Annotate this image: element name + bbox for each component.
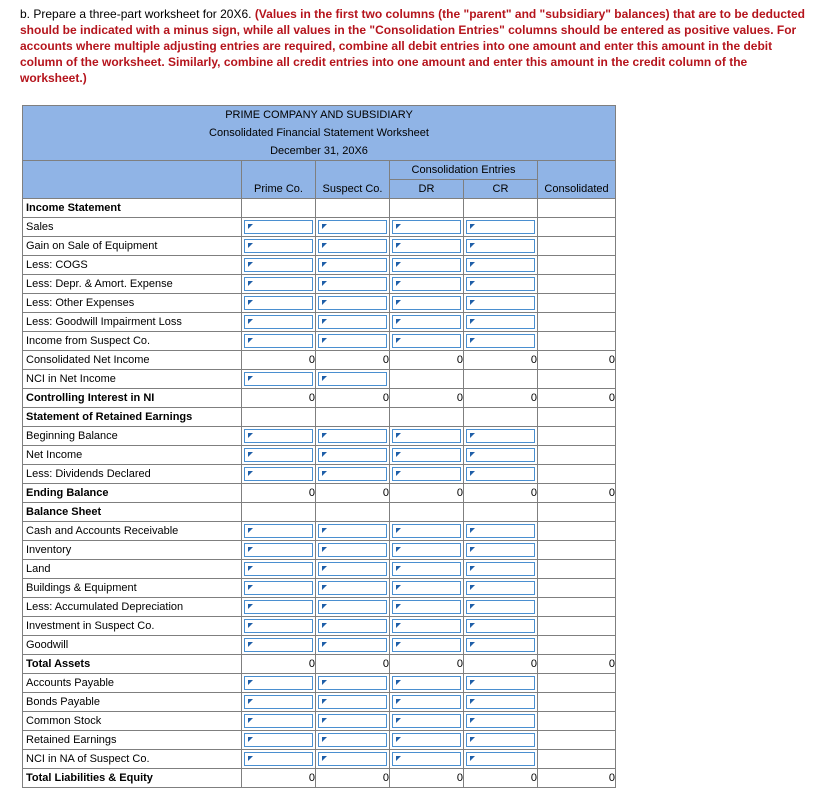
table-row [23,389,616,408]
row-label: NCI in NA of Suspect Co. [23,750,242,769]
amount-input[interactable] [316,256,390,275]
amount-input[interactable] [316,579,390,598]
amount-input[interactable] [464,427,538,446]
total-cell: 0 [316,351,390,370]
input-marker-icon [322,547,327,552]
total-cell: 0 [242,769,316,788]
amount-input[interactable] [464,313,538,332]
row-label: Controlling Interest in NI [23,389,242,408]
input-marker-icon [396,243,401,248]
row-label: Inventory [23,541,242,560]
instructions-note: (Values in the first two columns (the "parent" and "subsidiary" balances) that are to be deducted should be indicated with a minus sign, while all values in the "Consolidation Entries" columns should be entered as positive values. For accounts where multiple adjusting entries are required, combine all debit entries into one amount and enter this amount in the debit column of the worksheet. Similarly, combine all credit entries into one amount and enter this amount in the credit column of the worksheet.) [20,7,806,85]
amount-input[interactable] [464,541,538,560]
input-marker-icon [322,471,327,476]
amount-input[interactable] [464,522,538,541]
table-row [23,636,616,655]
total-cell: 0 [538,351,616,370]
amount-input[interactable] [242,370,316,389]
table-row [23,218,616,237]
amount-input[interactable] [242,598,316,617]
input-marker-icon [470,699,475,704]
input-marker-icon [470,718,475,723]
input-marker-icon [396,528,401,533]
input-marker-icon [322,262,327,267]
amount-input[interactable] [390,712,464,731]
amount-input[interactable] [316,294,390,313]
amount-input[interactable] [242,446,316,465]
row-label: Investment in Suspect Co. [23,617,242,636]
amount-input[interactable] [242,636,316,655]
total-cell: 0 [242,655,316,674]
input-marker-icon [322,376,327,381]
row-label: Less: Other Expenses [23,294,242,313]
input-marker-icon [248,680,253,685]
input-marker-icon [248,528,253,533]
input-marker-icon [322,281,327,286]
input-marker-icon [322,604,327,609]
amount-input[interactable] [464,693,538,712]
input-marker-icon [322,718,327,723]
input-marker-icon [470,319,475,324]
input-marker-icon [396,623,401,628]
total-cell: 0 [316,655,390,674]
amount-input[interactable] [464,294,538,313]
row-label: Common Stock [23,712,242,731]
amount-input[interactable] [390,693,464,712]
total-cell: 0 [242,389,316,408]
amount-input[interactable] [464,465,538,484]
row-label: Goodwill [23,636,242,655]
total-cell: 0 [242,484,316,503]
input-marker-icon [470,585,475,590]
col-cr: CR [464,180,538,199]
input-marker-icon [322,566,327,571]
row-label: Income from Suspect Co. [23,332,242,351]
input-marker-icon [396,756,401,761]
input-marker-icon [470,262,475,267]
input-marker-icon [470,604,475,609]
amount-input[interactable] [390,560,464,579]
input-marker-icon [396,737,401,742]
table-row [23,446,616,465]
amount-input[interactable] [242,427,316,446]
input-marker-icon [322,623,327,628]
amount-input[interactable] [390,446,464,465]
total-cell: 0 [390,769,464,788]
amount-input[interactable] [464,674,538,693]
row-label: Balance Sheet [23,503,242,522]
input-marker-icon [470,756,475,761]
input-marker-icon [322,737,327,742]
table-row [23,674,616,693]
row-label: Less: Accumulated Depreciation [23,598,242,617]
amount-input[interactable] [316,750,390,769]
row-label: Buildings & Equipment [23,579,242,598]
instructions [20,6,810,86]
input-marker-icon [470,528,475,533]
col-consolidated: Consolidated [538,180,616,199]
amount-input[interactable] [390,579,464,598]
input-marker-icon [322,699,327,704]
amount-input[interactable] [316,598,390,617]
amount-input[interactable] [316,541,390,560]
total-cell: 0 [464,389,538,408]
total-cell: 0 [390,484,464,503]
amount-input[interactable] [242,294,316,313]
table-row [23,237,616,256]
amount-input[interactable] [390,674,464,693]
amount-input[interactable] [242,275,316,294]
input-marker-icon [248,281,253,286]
worksheet-table [22,105,616,788]
amount-input[interactable] [242,237,316,256]
table-row [23,731,616,750]
amount-input[interactable] [242,522,316,541]
input-marker-icon [248,224,253,229]
row-label: Beginning Balance [23,427,242,446]
table-row [23,408,616,427]
total-cell: 0 [390,351,464,370]
input-marker-icon [396,281,401,286]
row-label: Net Income [23,446,242,465]
total-cell: 0 [538,655,616,674]
amount-input[interactable] [390,313,464,332]
table-row [23,655,616,674]
row-label: Less: Dividends Declared [23,465,242,484]
table-row [23,465,616,484]
table-row [23,256,616,275]
table-row [23,275,616,294]
input-marker-icon [322,338,327,343]
amount-input[interactable] [390,218,464,237]
input-marker-icon [396,680,401,685]
amount-input[interactable] [464,218,538,237]
amount-input[interactable] [242,541,316,560]
total-cell: 0 [538,484,616,503]
total-cell: 0 [316,389,390,408]
amount-input[interactable] [316,465,390,484]
amount-input[interactable] [316,370,390,389]
row-label: Less: Depr. & Amort. Expense [23,275,242,294]
input-marker-icon [248,300,253,305]
input-marker-icon [396,471,401,476]
amount-input[interactable] [242,617,316,636]
amount-input[interactable] [242,560,316,579]
input-marker-icon [322,642,327,647]
input-marker-icon [470,281,475,286]
input-marker-icon [470,243,475,248]
amount-input[interactable] [316,636,390,655]
amount-input[interactable] [464,275,538,294]
input-marker-icon [248,737,253,742]
amount-input[interactable] [242,256,316,275]
col-prime: Prime Co. [242,180,316,199]
input-marker-icon [470,471,475,476]
amount-input[interactable] [316,522,390,541]
input-marker-icon [470,224,475,229]
input-marker-icon [470,433,475,438]
amount-input[interactable] [242,712,316,731]
row-label: Bonds Payable [23,693,242,712]
amount-input[interactable] [316,693,390,712]
amount-input[interactable] [242,465,316,484]
amount-input[interactable] [390,275,464,294]
input-marker-icon [248,756,253,761]
input-marker-icon [322,300,327,305]
row-label: Total Liabilities & Equity [23,769,242,788]
total-cell: 0 [316,769,390,788]
amount-input[interactable] [390,598,464,617]
col-dr: DR [390,180,464,199]
input-marker-icon [248,699,253,704]
amount-input[interactable] [390,617,464,636]
input-marker-icon [396,566,401,571]
company-name: PRIME COMPANY AND SUBSIDIARY [23,106,616,125]
row-label: Cash and Accounts Receivable [23,522,242,541]
input-marker-icon [322,224,327,229]
amount-input[interactable] [390,237,464,256]
amount-input[interactable] [316,674,390,693]
input-marker-icon [322,319,327,324]
amount-input[interactable] [242,674,316,693]
input-marker-icon [470,642,475,647]
input-marker-icon [396,224,401,229]
amount-input[interactable] [464,579,538,598]
input-marker-icon [470,547,475,552]
input-marker-icon [396,452,401,457]
table-row [23,579,616,598]
amount-input[interactable] [390,332,464,351]
input-marker-icon [322,756,327,761]
input-marker-icon [396,699,401,704]
input-marker-icon [322,528,327,533]
input-marker-icon [396,718,401,723]
input-marker-icon [322,452,327,457]
table-row [23,522,616,541]
input-marker-icon [470,452,475,457]
amount-input[interactable] [390,427,464,446]
amount-input[interactable] [464,598,538,617]
table-row [23,560,616,579]
row-label: Income Statement [23,199,242,218]
input-marker-icon [470,300,475,305]
table-row [23,332,616,351]
amount-input[interactable] [316,313,390,332]
amount-input[interactable] [390,294,464,313]
input-marker-icon [248,452,253,457]
input-marker-icon [248,642,253,647]
input-marker-icon [470,566,475,571]
amount-input[interactable] [464,617,538,636]
amount-input[interactable] [242,693,316,712]
input-marker-icon [248,433,253,438]
table-row [23,484,616,503]
row-label: Statement of Retained Earnings [23,408,242,427]
instructions-lead: b. Prepare a three-part worksheet for 20X6. [20,7,252,21]
input-marker-icon [396,338,401,343]
amount-input[interactable] [316,427,390,446]
row-label: Less: COGS [23,256,242,275]
input-marker-icon [396,547,401,552]
input-marker-icon [396,642,401,647]
table-row [23,351,616,370]
consolidation-entries-header: Consolidation Entries [390,161,538,180]
worksheet-body [23,199,616,788]
input-marker-icon [396,604,401,609]
input-marker-icon [248,718,253,723]
input-marker-icon [396,585,401,590]
amount-input[interactable] [316,237,390,256]
amount-input[interactable] [464,446,538,465]
amount-input[interactable] [390,636,464,655]
table-row [23,503,616,522]
amount-input[interactable] [390,541,464,560]
amount-input[interactable] [464,332,538,351]
input-marker-icon [248,471,253,476]
row-label: Sales [23,218,242,237]
amount-input[interactable] [390,731,464,750]
amount-input[interactable] [390,465,464,484]
amount-input[interactable] [390,522,464,541]
row-label: Gain on Sale of Equipment [23,237,242,256]
input-marker-icon [248,547,253,552]
row-label: Less: Goodwill Impairment Loss [23,313,242,332]
input-marker-icon [322,433,327,438]
input-marker-icon [470,680,475,685]
table-row [23,313,616,332]
worksheet-title: Consolidated Financial Statement Worksheet [23,124,616,142]
total-cell: 0 [242,351,316,370]
input-marker-icon [248,262,253,267]
table-row [23,617,616,636]
table-row [23,427,616,446]
row-label: NCI in Net Income [23,370,242,389]
amount-input[interactable] [316,275,390,294]
amount-input[interactable] [464,237,538,256]
row-label: Retained Earnings [23,731,242,750]
amount-input[interactable] [242,313,316,332]
table-row [23,294,616,313]
input-marker-icon [470,623,475,628]
row-label: Accounts Payable [23,674,242,693]
input-marker-icon [248,338,253,343]
amount-input[interactable] [316,560,390,579]
input-marker-icon [248,604,253,609]
amount-input[interactable] [464,256,538,275]
amount-input[interactable] [316,712,390,731]
input-marker-icon [248,566,253,571]
amount-input[interactable] [464,731,538,750]
table-row [23,693,616,712]
table-row [23,199,616,218]
total-cell: 0 [464,655,538,674]
input-marker-icon [248,585,253,590]
input-marker-icon [248,623,253,628]
input-marker-icon [248,319,253,324]
row-label: Total Assets [23,655,242,674]
total-cell: 0 [390,655,464,674]
table-row [23,541,616,560]
total-cell: 0 [390,389,464,408]
amount-input[interactable] [242,218,316,237]
amount-input[interactable] [464,712,538,731]
amount-input[interactable] [242,731,316,750]
table-row [23,370,616,389]
amount-input[interactable] [242,579,316,598]
total-cell: 0 [538,389,616,408]
table-row [23,598,616,617]
total-cell: 0 [316,484,390,503]
input-marker-icon [396,300,401,305]
input-marker-icon [396,433,401,438]
amount-input[interactable] [316,731,390,750]
input-marker-icon [248,376,253,381]
input-marker-icon [322,680,327,685]
amount-input[interactable] [316,446,390,465]
total-cell: 0 [464,351,538,370]
input-marker-icon [322,243,327,248]
col-suspect: Suspect Co. [316,180,390,199]
worksheet-date: December 31, 20X6 [23,142,616,161]
input-marker-icon [470,338,475,343]
input-marker-icon [396,319,401,324]
amount-input[interactable] [316,617,390,636]
input-marker-icon [248,243,253,248]
amount-input[interactable] [390,256,464,275]
input-marker-icon [322,585,327,590]
amount-input[interactable] [464,750,538,769]
amount-input[interactable] [464,560,538,579]
amount-input[interactable] [242,750,316,769]
amount-input[interactable] [242,332,316,351]
table-row [23,750,616,769]
row-label: Land [23,560,242,579]
row-label: Ending Balance [23,484,242,503]
total-cell: 0 [464,769,538,788]
total-cell: 0 [538,769,616,788]
total-cell: 0 [464,484,538,503]
table-row [23,712,616,731]
amount-input[interactable] [316,218,390,237]
row-label: Consolidated Net Income [23,351,242,370]
input-marker-icon [470,737,475,742]
amount-input[interactable] [316,332,390,351]
input-marker-icon [396,262,401,267]
table-row [23,769,616,788]
amount-input[interactable] [390,750,464,769]
amount-input[interactable] [464,636,538,655]
